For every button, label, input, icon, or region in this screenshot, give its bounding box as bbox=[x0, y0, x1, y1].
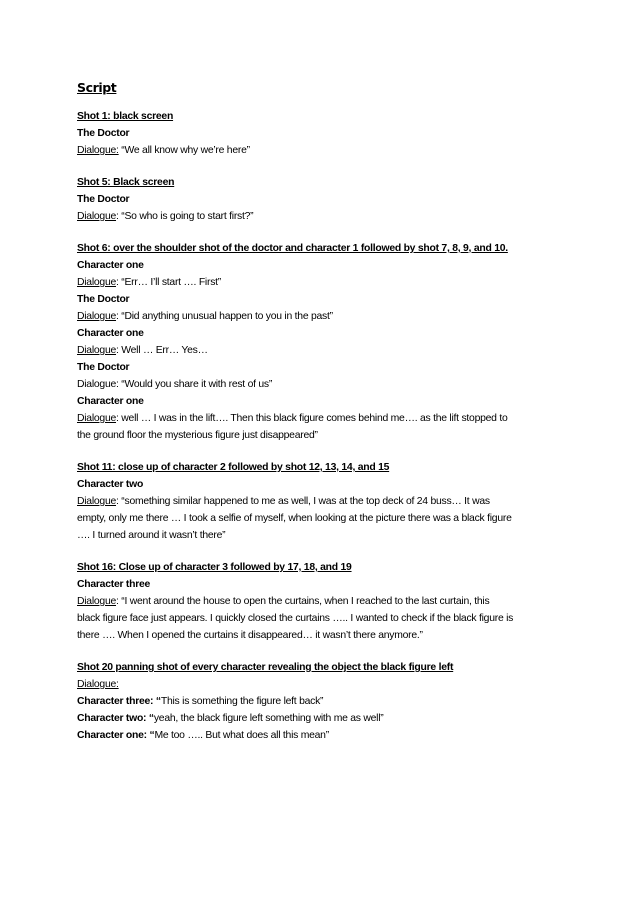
dialogue-line: the ground floor the mysterious figure just disappeared” bbox=[77, 430, 318, 441]
speaker-name: Character two: bbox=[77, 713, 147, 724]
shot-block bbox=[77, 108, 577, 159]
shot-block bbox=[77, 240, 577, 444]
speaker-name: The Doctor bbox=[77, 362, 130, 373]
dialogue-label: Dialogue bbox=[77, 277, 117, 288]
speaker-name: The Doctor bbox=[77, 194, 130, 205]
shot-block bbox=[77, 559, 577, 644]
dialogue-line: black figure face just appears. I quickly closed the curtains ….. I wanted to check if the black figure is bbox=[77, 613, 514, 624]
dialogue-label: Dialogue bbox=[77, 211, 117, 222]
dialogue-text: yeah, the black figure left something with me as well” bbox=[153, 713, 384, 724]
open-quote: “ bbox=[146, 713, 154, 724]
dialogue-label: Dialogue bbox=[77, 596, 117, 607]
speaker-name: Character three bbox=[77, 579, 151, 590]
dialogue-text: Me too ….. But what does all this mean” bbox=[154, 730, 329, 741]
shot-heading: Shot 6: over the shoulder shot of the doctor and character 1 followed by shot 7, 8, 9, and 10. bbox=[77, 243, 508, 254]
shot-list bbox=[77, 108, 577, 744]
shot-heading: Shot 5: Black screen bbox=[77, 177, 175, 188]
dialogue-line bbox=[77, 274, 577, 291]
shot-heading: Shot 11: close up of character 2 followed by shot 12, 13, 14, and 15 bbox=[77, 462, 390, 473]
dialogue-text: : Well … Err… Yes… bbox=[116, 345, 208, 356]
speaker-dialogue-line bbox=[77, 710, 577, 727]
dialogue-label: Dialogue: bbox=[77, 145, 119, 156]
speaker-dialogue-line bbox=[77, 727, 577, 744]
shot-heading: Shot 16: Close up of character 3 followed by 17, 18, and 19 bbox=[77, 562, 352, 573]
dialogue-label: Dialogue: bbox=[77, 679, 119, 690]
dialogue-label: Dialogue bbox=[77, 311, 117, 322]
shot-heading: Shot 1: black screen bbox=[77, 111, 174, 122]
script-title: Script bbox=[77, 80, 117, 95]
speaker-name: Character one: bbox=[77, 730, 147, 741]
dialogue-line bbox=[77, 208, 577, 225]
shot-block bbox=[77, 459, 577, 544]
dialogue-label: Dialogue bbox=[77, 413, 117, 424]
dialogue-line bbox=[77, 308, 577, 325]
speaker-name: Character three: bbox=[77, 696, 154, 707]
dialogue-line bbox=[77, 593, 577, 610]
dialogue-text: “We all know why we’re here” bbox=[118, 145, 250, 156]
shot-heading: Shot 20 panning shot of every character revealing the object the black figure left bbox=[77, 662, 454, 673]
dialogue-line bbox=[77, 410, 577, 427]
dialogue-text: : “Err… I’ll start …. First” bbox=[116, 277, 221, 288]
speaker-name: Character two bbox=[77, 479, 144, 490]
dialogue-text: : “Did anything unusual happen to you in the past” bbox=[116, 311, 333, 322]
speaker-name: Character one bbox=[77, 396, 144, 407]
shot-block bbox=[77, 174, 577, 225]
shot-block bbox=[77, 659, 577, 744]
script-page bbox=[77, 80, 577, 759]
dialogue-text: : “I went around the house to open the curtains, when I reached to the last curtain, this bbox=[116, 596, 490, 607]
dialogue-label: Dialogue bbox=[77, 345, 117, 356]
open-quote: “ bbox=[153, 696, 161, 707]
dialogue-line bbox=[77, 342, 577, 359]
dialogue-text: This is something the figure left back” bbox=[160, 696, 324, 707]
open-quote: “ bbox=[146, 730, 155, 741]
dialogue-line bbox=[77, 493, 577, 510]
dialogue-line: …. I turned around it wasn’t there” bbox=[77, 530, 226, 541]
dialogue-text: : well … I was in the lift…. Then this black figure comes behind me…. as the lift stopped to bbox=[116, 413, 508, 424]
dialogue-text: : “something similar happened to me as well, I was at the top deck of 24 buss… It was bbox=[116, 496, 490, 507]
speaker-name: Character one bbox=[77, 328, 144, 339]
dialogue-line bbox=[77, 142, 577, 159]
speaker-dialogue-line bbox=[77, 693, 577, 710]
dialogue-label: Dialogue bbox=[77, 496, 117, 507]
dialogue-text: : “So who is going to start first?” bbox=[116, 211, 254, 222]
dialogue-line: there …. When I opened the curtains it disappeared… it wasn’t there anymore.” bbox=[77, 630, 423, 641]
dialogue-line: empty, only me there … I took a selfie of myself, when looking at the picture there was a black figure bbox=[77, 513, 512, 524]
speaker-name: The Doctor bbox=[77, 128, 130, 139]
dialogue-line: Dialogue: “Would you share it with rest of us” bbox=[77, 379, 273, 390]
dialogue-line bbox=[77, 676, 577, 693]
speaker-name: The Doctor bbox=[77, 294, 130, 305]
speaker-name: Character one bbox=[77, 260, 144, 271]
